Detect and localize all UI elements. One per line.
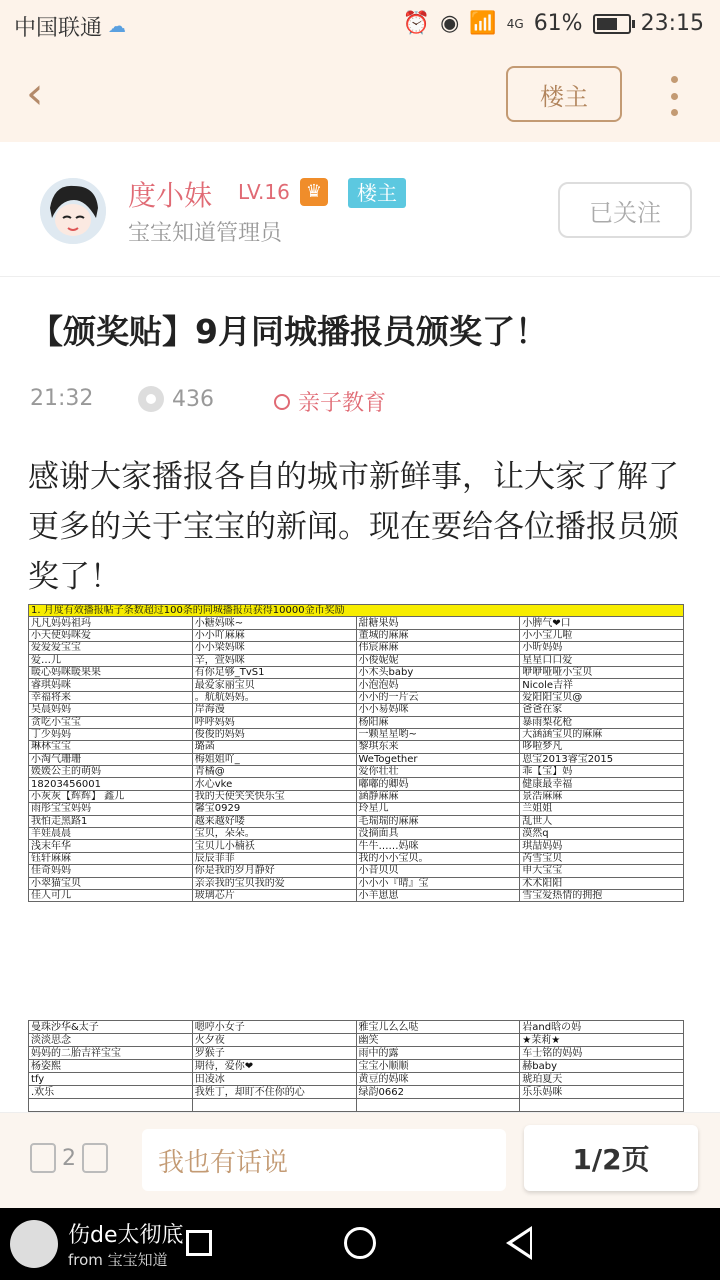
- table-row: [29, 617, 684, 629]
- table-cell: 芮雪宝贝: [520, 852, 684, 864]
- network-label: 4G: [506, 16, 524, 31]
- table-cell: 小俊妮妮: [356, 654, 520, 666]
- table-cell: 黎琪东来: [356, 741, 520, 753]
- author-row: [0, 142, 720, 277]
- table-cell: 董城的麻麻: [356, 629, 520, 641]
- table-cell: 我的天使笑笑快乐宝: [192, 790, 356, 802]
- table-cell: .欢乐: [29, 1086, 193, 1099]
- thumbs-down-icon[interactable]: [82, 1143, 108, 1173]
- back-triangle-icon[interactable]: [506, 1226, 532, 1260]
- table-cell: 我的小小宝贝。: [356, 852, 520, 864]
- table-cell: 小天使妈咪爱: [29, 629, 193, 641]
- battery-icon: [593, 14, 631, 34]
- table-cell: 琳林宝宝: [29, 741, 193, 753]
- system-nav-bar: [0, 1208, 720, 1280]
- table-row: [29, 865, 684, 877]
- thumbs-up-icon: [30, 1143, 56, 1173]
- table-cell: 雪宝爱热情的拥抱: [520, 889, 684, 901]
- table-cell: 绿韵0662: [356, 1086, 520, 1099]
- wifi-icon: 📶: [469, 11, 497, 36]
- table-cell: 睿琪妈咪: [29, 679, 193, 691]
- table-cell: 嗯哼小女子: [192, 1021, 356, 1034]
- toast-subtitle: from 宝宝知道: [68, 1251, 168, 1269]
- table-cell: 星星口口爱: [520, 654, 684, 666]
- crown-icon: ♛: [300, 178, 328, 206]
- table-cell: [520, 1099, 684, 1112]
- table-cell: 小小吖麻麻: [192, 629, 356, 641]
- table-cell: [356, 1099, 520, 1112]
- table-row: [29, 716, 684, 728]
- table-row: [29, 741, 684, 753]
- table-cell: 小灰灰【辉辉】 鑫儿: [29, 790, 193, 802]
- table-cell: 罗猴子: [192, 1047, 356, 1060]
- table-cell: 兰姐姐: [520, 803, 684, 815]
- table-cell: 田凌冰: [192, 1073, 356, 1086]
- table-cell: 甜糖果妈: [356, 617, 520, 629]
- view-count: [138, 386, 214, 412]
- table-cell: 宝贝儿小楠袄: [192, 840, 356, 852]
- table-cell: 乖【宝】妈: [520, 766, 684, 778]
- level-label: LV.16: [238, 180, 290, 204]
- author-name[interactable]: 度小妹: [128, 179, 213, 212]
- table-row: [29, 1073, 684, 1086]
- table-row: [29, 790, 684, 802]
- table-cell: 小小易妈咪: [356, 704, 520, 716]
- table-cell: [192, 1099, 356, 1112]
- table-row: [29, 803, 684, 815]
- table-row: [29, 1099, 684, 1112]
- table-row: [29, 1034, 684, 1047]
- table-row: [29, 1086, 684, 1099]
- table-cell: 18203456001: [29, 778, 193, 790]
- table-cell: WeTogether: [356, 753, 520, 765]
- circle-icon: [274, 394, 290, 410]
- louzhu-only-button[interactable]: 楼主: [506, 66, 622, 122]
- table-cell: 黄豆的妈咪: [356, 1073, 520, 1086]
- alarm-icon: ⏰: [402, 11, 431, 36]
- table-cell: 琪喆妈妈: [520, 840, 684, 852]
- table-cell: 岩and晗の妈: [520, 1021, 684, 1034]
- chevron-left-icon[interactable]: ‹: [26, 68, 44, 119]
- table-cell: 小昔贝贝: [356, 865, 520, 877]
- table-cell: 伟宸麻麻: [356, 642, 520, 654]
- table-cell: 小木头baby: [356, 666, 520, 678]
- table-cell: 一颗星星哟~: [356, 728, 520, 740]
- table-cell: 大涵涵宝贝的麻麻: [520, 728, 684, 740]
- table-cell: 佳奇妈妈: [29, 865, 193, 877]
- table-cell: 琥珀夏天: [520, 1073, 684, 1086]
- table-cell: 牛牛……妈咪: [356, 840, 520, 852]
- table-row: [29, 852, 684, 864]
- table-cell: 暴雨梨花枪: [520, 716, 684, 728]
- table-cell: [29, 1099, 193, 1112]
- table-cell: 你是我的岁月静好: [192, 865, 356, 877]
- table-cell: Nicole吉祥: [520, 679, 684, 691]
- more-vertical-icon[interactable]: [664, 76, 684, 116]
- table-cell: 乱世人: [520, 815, 684, 827]
- table-cell: 。航航妈妈。: [192, 691, 356, 703]
- post-time: 21:32: [30, 386, 94, 411]
- table-cell: 赫baby: [520, 1060, 684, 1073]
- table-cell: 曼珠沙华&太子: [29, 1021, 193, 1034]
- table-cell: 妈妈的二胎吉祥宝宝: [29, 1047, 193, 1060]
- table-row: [29, 654, 684, 666]
- table-cell: 佳人可儿: [29, 889, 193, 901]
- award-list-image[interactable]: [28, 604, 684, 902]
- table-row: [29, 691, 684, 703]
- table-cell: 玻璃芯片: [192, 889, 356, 901]
- home-icon[interactable]: [344, 1227, 376, 1259]
- table-cell: 没摘面具: [356, 828, 520, 840]
- table-cell: 幸福将来: [29, 691, 193, 703]
- table-cell: 小泡泡妈: [356, 679, 520, 691]
- table-cell: 涵静麻麻: [356, 790, 520, 802]
- table-cell: 暖心妈咪暖果果: [29, 666, 193, 678]
- clock: 23:15: [640, 11, 704, 36]
- table-cell: 丁少妈妈: [29, 728, 193, 740]
- table-row: [29, 1060, 684, 1073]
- table-cell: 爸爸在家: [520, 704, 684, 716]
- table-cell: ★茉莉★: [520, 1034, 684, 1047]
- table-cell: 小糖妈咪~: [192, 617, 356, 629]
- table-cell: 杨阳麻: [356, 716, 520, 728]
- table-cell: 辛，萱妈咪: [192, 654, 356, 666]
- table-row: [29, 728, 684, 740]
- table-cell: 钰轩麻麻: [29, 852, 193, 864]
- status-bar: [0, 0, 720, 50]
- follow-button[interactable]: 已关注: [558, 182, 692, 238]
- table-cell: 火夕夜: [192, 1034, 356, 1047]
- table-cell: 呼呼妈妈: [192, 716, 356, 728]
- toast-avatar: [10, 1220, 58, 1268]
- table-cell: 爱你壮壮: [356, 766, 520, 778]
- table-cell: 俊俊的妈妈: [192, 728, 356, 740]
- table-cell: 宝贝，朵朵。: [192, 828, 356, 840]
- table-cell: 昊晨妈妈: [29, 704, 193, 716]
- table-cell: 水心vke: [192, 778, 356, 790]
- table-cell: 最爱家丽宝贝: [192, 679, 356, 691]
- table-cell: 小小宝儿啦: [520, 629, 684, 641]
- table-cell: 哆啦梦凡: [520, 741, 684, 753]
- table-cell: 小小的一片云: [356, 691, 520, 703]
- table-cell: 青橘@: [192, 766, 356, 778]
- table-cell: 咿咿哑哑小宝贝: [520, 666, 684, 678]
- table-cell: 淡淡思念: [29, 1034, 193, 1047]
- table-row: [29, 629, 684, 641]
- table-cell: 雨彤宝宝妈妈: [29, 803, 193, 815]
- table-cell: 小小小『晴』宝: [356, 877, 520, 889]
- avatar[interactable]: [40, 178, 106, 244]
- table-cell: 浅末年华: [29, 840, 193, 852]
- notification-icon: ☁: [108, 16, 127, 37]
- table-cell: 爱阳阳宝贝@: [520, 691, 684, 703]
- table-cell: 梅姐姐吖_: [192, 753, 356, 765]
- table-cell: 毛瑞瑞的麻麻: [356, 815, 520, 827]
- recent-apps-icon[interactable]: [186, 1230, 212, 1256]
- table-cell: 璐菡: [192, 741, 356, 753]
- table-cell: 羊娃晨晨: [29, 828, 193, 840]
- table-row: [29, 889, 684, 901]
- table-cell: 贪吃小宝宝: [29, 716, 193, 728]
- award-list-header: 1. 月度有效播报帖子条数超过100条的同城播报员获得10000金币奖励: [29, 605, 684, 617]
- table-cell: 小小梁妈咪: [192, 642, 356, 654]
- table-cell: 健康最幸福: [520, 778, 684, 790]
- table-cell: 玲星儿: [356, 803, 520, 815]
- post-title: 【颁奖贴】9月同城播报员颁奖了！: [30, 312, 548, 351]
- author-title: 宝宝知道管理员: [128, 221, 283, 246]
- table-cell: tfy: [29, 1073, 193, 1086]
- table-cell: 我姓丁，却盯不住你的心: [192, 1086, 356, 1099]
- table-cell: 车士铭的妈妈: [520, 1047, 684, 1060]
- table-cell: 幽笑: [356, 1034, 520, 1047]
- table-cell: 乐乐妈咪: [520, 1086, 684, 1099]
- table-cell: 杨姿熙: [29, 1060, 193, 1073]
- table-row: [29, 1047, 684, 1060]
- comment-input[interactable]: 我也有话说: [142, 1129, 506, 1191]
- table-cell: 小昕妈妈: [520, 642, 684, 654]
- table-cell: 馨宝0929: [192, 803, 356, 815]
- like-button[interactable]: [30, 1143, 108, 1173]
- table-row: [29, 815, 684, 827]
- table-cell: 辰辰菲菲: [192, 852, 356, 864]
- table-row: [29, 877, 684, 889]
- table-row: [29, 828, 684, 840]
- table-cell: 爱…儿: [29, 654, 193, 666]
- eye-icon: [138, 386, 164, 412]
- category-label: 亲子教育: [298, 391, 387, 416]
- toast-title: 伤de太彻底: [68, 1223, 184, 1248]
- table-cell: 凡凡妈妈祖玛: [29, 617, 193, 629]
- post-body: 感谢大家播报各自的城市新鲜事，让大家了解了更多的关于宝宝的新闻。现在要给各位播报员颁奖了！: [28, 459, 679, 595]
- table-cell: 宝宝小顺顺: [356, 1060, 520, 1073]
- table-row: [29, 753, 684, 765]
- toast-notification[interactable]: [10, 1218, 184, 1270]
- table-cell: 雅宝儿么么哒: [356, 1021, 520, 1034]
- table-row: [29, 1021, 684, 1034]
- category-tag[interactable]: [274, 386, 386, 417]
- table-cell: 小羊崽崽: [356, 889, 520, 901]
- table-cell: 爱爱爱宝宝: [29, 642, 193, 654]
- view-count-label: 436: [172, 386, 214, 412]
- page-indicator[interactable]: 1/2页: [524, 1125, 698, 1191]
- post-meta: [30, 386, 690, 418]
- table-cell: 术术阳阳: [520, 877, 684, 889]
- table-row: [29, 679, 684, 691]
- eye-icon: ◉: [440, 11, 460, 36]
- table-cell: 岸海漫: [192, 704, 356, 716]
- table-row: [29, 840, 684, 852]
- table-cell: 雨中的露: [356, 1047, 520, 1060]
- table-cell: 亲亲我的宝贝我的爱: [192, 877, 356, 889]
- table-cell: 我怕走黑路1: [29, 815, 193, 827]
- battery-label: 61%: [533, 11, 583, 36]
- table-cell: 小脾气❤口: [520, 617, 684, 629]
- table-row: [29, 666, 684, 678]
- carrier-label: 中国联通: [14, 16, 103, 41]
- table-cell: 嘟嘟的卿妈: [356, 778, 520, 790]
- table-cell: 漠然q: [520, 828, 684, 840]
- table-cell: 越来越好喽: [192, 815, 356, 827]
- louzhu-badge: 楼主: [348, 178, 406, 208]
- table-row: [29, 766, 684, 778]
- award-list-image-2[interactable]: [28, 1020, 684, 1112]
- table-cell: 景浩麻麻: [520, 790, 684, 802]
- table-cell: 媛媛公主的萌妈: [29, 766, 193, 778]
- table-row: [29, 642, 684, 654]
- like-count: 2: [62, 1145, 76, 1171]
- table-row: [29, 704, 684, 716]
- table-cell: 恩宝2013睿宝2015: [520, 753, 684, 765]
- table-cell: 有你足够_TvS1: [192, 666, 356, 678]
- top-nav-bar: [0, 50, 720, 142]
- bottom-action-bar: [0, 1112, 720, 1209]
- table-cell: 申大宝宝: [520, 865, 684, 877]
- table-cell: 小翠猫宝贝: [29, 877, 193, 889]
- table-row: [29, 778, 684, 790]
- table-cell: 小淘气珊珊: [29, 753, 193, 765]
- table-cell: 期待，爱你❤: [192, 1060, 356, 1073]
